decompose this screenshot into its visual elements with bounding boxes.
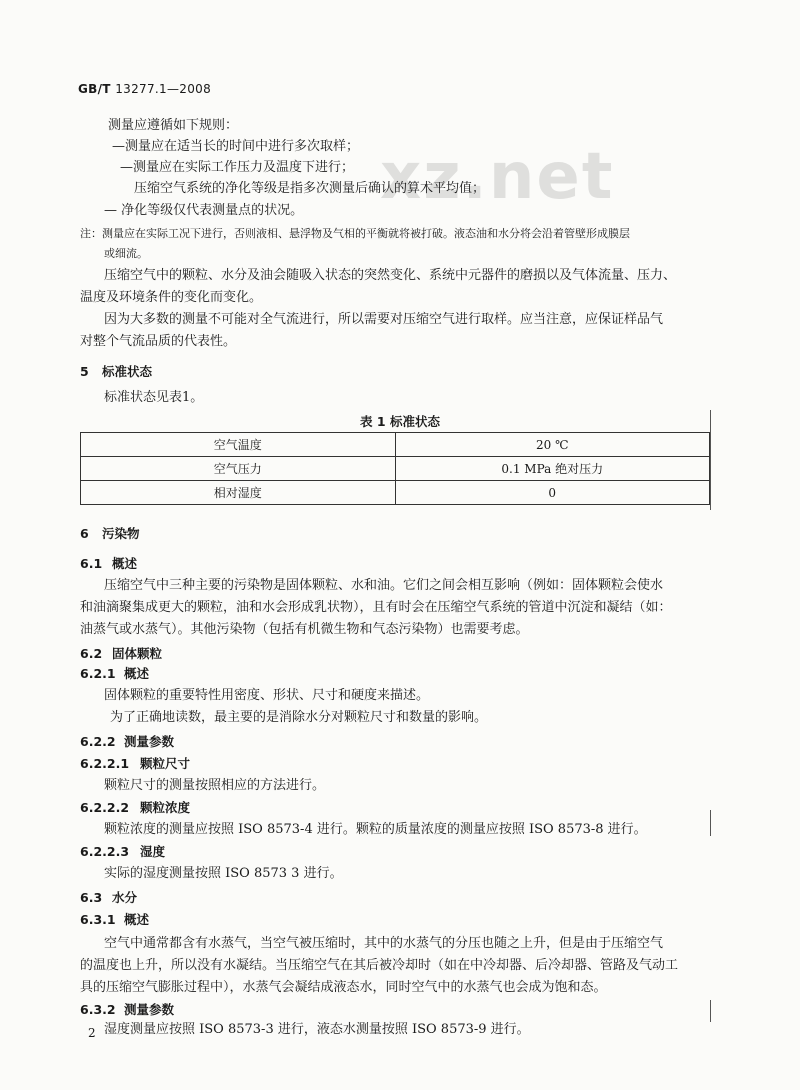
section-6-2-2-1-text: 颗粒尺寸的测量按照相应的方法进行。 xyxy=(104,778,326,793)
paragraph-2-line-2: 对整个气流品质的代表性。 xyxy=(80,334,237,349)
scan-edge-mark xyxy=(710,810,711,836)
section-6-1-line-3: 油蒸气或水蒸气）。其他污染物（包括有机微生物和气态污染物）也需要考虑。 xyxy=(80,622,529,637)
table-cell-param: 空气温度 xyxy=(81,433,396,457)
paragraph-1-line-1: 压缩空气中的颗粒、水分及油会随吸入状态的突然变化、系统中元器件的磨损以及气体流量、压力、 xyxy=(104,268,677,283)
rule-4: — 净化等级仅代表测量点的状况。 xyxy=(104,203,304,218)
standard-header xyxy=(78,82,211,96)
section-number: 6.3.2 xyxy=(80,1002,116,1017)
table-cell-value: 0.1 MPa 绝对压力 xyxy=(395,457,710,481)
section-title: 测量参数 xyxy=(124,1002,175,1017)
section-title: 概述 xyxy=(124,912,150,927)
section-6-1-line-2: 和油滴聚集成更大的颗粒，油和水会形成乳状物），且有时会在压缩空气系统的管道中沉淀和凝结（如： xyxy=(80,600,672,615)
section-6-2-1-heading xyxy=(80,666,149,682)
table-cell-value: 20 ℃ xyxy=(395,433,710,457)
section-title: 湿度 xyxy=(140,844,166,859)
section-6-1-line-1: 压缩空气中三种主要的污染物是固体颗粒、水和油。它们之间会相互影响（例如：固体颗粒会使水 xyxy=(104,578,664,593)
section-6-3-1-line-3: 具的压缩空气膨胀过程中），水蒸气会凝结成液态水，同时空气中的水蒸气也会成为饱和态。 xyxy=(80,980,607,995)
section-6-2-2-2-heading xyxy=(80,800,190,816)
section-6-2-2-3-heading xyxy=(80,844,165,860)
section-5-heading xyxy=(80,364,152,380)
table-row xyxy=(81,433,710,457)
section-6-heading xyxy=(80,526,140,542)
standard-number: 13277.1—2008 xyxy=(115,82,212,96)
table-cell-value: 0 xyxy=(395,481,710,505)
table-1-caption: 表 1 标准状态 xyxy=(360,414,440,429)
section-number: 6.2.2.2 xyxy=(80,800,130,815)
section-6-2-1-line-1: 固体颗粒的重要特性用密度、形状、尺寸和硬度来描述。 xyxy=(104,688,430,703)
scan-edge-mark xyxy=(710,410,711,510)
section-6-title: 污染物 xyxy=(102,526,140,541)
section-number: 6.3 xyxy=(80,890,103,905)
section-6-2-2-1-heading xyxy=(80,756,190,772)
section-6-2-2-2-text: 颗粒浓度的测量应按照 ISO 8573-4 进行。颗粒的质量浓度的测量应按照 ISO 8573-8 进行。 xyxy=(104,822,647,837)
section-6-3-1-heading xyxy=(80,912,149,928)
section-number: 6.2.2.1 xyxy=(80,756,130,771)
section-number: 6.2.2.3 xyxy=(80,844,130,859)
table-cell-param: 空气压力 xyxy=(81,457,396,481)
section-6-2-1-line-2: 为了正确地读数，最主要的是消除水分对颗粒尺寸和数量的影响。 xyxy=(110,710,488,725)
standard-code: GB/T xyxy=(78,82,111,96)
section-6-2-2-heading xyxy=(80,734,174,750)
section-6-3-2-heading xyxy=(80,1002,174,1018)
rule-1: —测量应在适当长的时间中进行多次取样； xyxy=(112,139,360,154)
section-title: 颗粒尺寸 xyxy=(140,756,191,771)
note-line-2: 或细流。 xyxy=(104,247,148,260)
section-6-3-2-text: 湿度测量应按照 ISO 8573-3 进行，液态水测量按照 ISO 8573-9 进行。 xyxy=(104,1022,530,1037)
section-6-3-1-line-1: 空气中通常都含有水蒸气，当空气被压缩时，其中的水蒸气的分压也随之上升，但是由于压缩空气 xyxy=(104,936,664,951)
section-5-title: 标准状态 xyxy=(102,364,153,379)
section-6-3-heading xyxy=(80,890,137,906)
section-5-intro: 标准状态见表1。 xyxy=(104,390,204,405)
section-number: 6.3.1 xyxy=(80,912,116,927)
section-6-2-2-3-text: 实际的湿度测量按照 ISO 8573 3 进行。 xyxy=(104,866,343,881)
section-5-number: 5 xyxy=(80,364,89,379)
rule-3: 压缩空气系统的净化等级是指多次测量后确认的算术平均值； xyxy=(134,181,486,196)
section-title: 概述 xyxy=(112,556,138,571)
section-title: 水分 xyxy=(112,890,138,905)
table-row xyxy=(81,457,710,481)
paragraph-2-line-1: 因为大多数的测量不可能对全气流进行，所以需要对压缩空气进行取样。应当注意，应保证样品气 xyxy=(104,312,664,327)
section-number: 6.2 xyxy=(80,646,103,661)
table-1-standard-state xyxy=(80,432,710,505)
paragraph-1-line-2: 温度及环境条件的变化而变化。 xyxy=(80,290,263,305)
scan-edge-mark xyxy=(710,1000,711,1022)
table-row xyxy=(81,481,710,505)
section-title: 固体颗粒 xyxy=(112,646,163,661)
page-number: 2 xyxy=(88,1026,96,1040)
section-number: 6.2.2 xyxy=(80,734,116,749)
section-number: 6.1 xyxy=(80,556,103,571)
rules-intro: 测量应遵循如下规则： xyxy=(108,118,239,133)
section-6-1-heading xyxy=(80,556,137,572)
section-number: 6.2.1 xyxy=(80,666,116,681)
watermark: xz.net xyxy=(380,140,615,214)
section-title: 颗粒浓度 xyxy=(140,800,191,815)
section-6-number: 6 xyxy=(80,526,89,541)
section-title: 概述 xyxy=(124,666,150,681)
rule-2: —测量应在实际工作压力及温度下进行； xyxy=(120,160,355,175)
section-6-2-heading xyxy=(80,646,162,662)
section-title: 测量参数 xyxy=(124,734,175,749)
section-6-3-1-line-2: 的温度也上升，所以没有水凝结。当压缩空气在其后被冷却时（如在中冷却器、后冷却器、管路及气动工 xyxy=(80,958,679,973)
table-cell-param: 相对湿度 xyxy=(81,481,396,505)
note-line-1: 注：测量应在实际工况下进行，否则液相、悬浮物及气相的平衡就将被打破。液态油和水分将会沿着管壁形成膜层 xyxy=(80,227,630,240)
